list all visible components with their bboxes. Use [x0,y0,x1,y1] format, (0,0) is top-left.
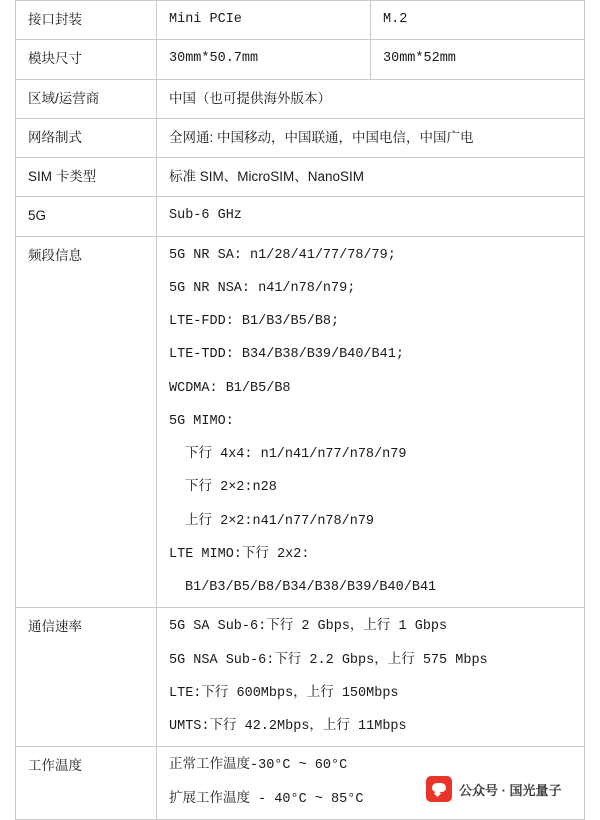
value-line: WCDMA: B1/B5/B8 [169,380,291,396]
value-line: LTE MIMO:下行 2x2: [169,546,310,562]
row-label: 工作温度 [16,747,157,820]
watermark-label: 公众号 · 国光量子 [459,782,562,798]
table-row [16,197,585,236]
row-value: Mini PCIe [157,1,371,40]
table-row [16,40,585,79]
row-value: 标准 SIM、MicroSIM、NanoSIM [157,158,585,197]
row-label: 区域/运营商 [16,79,157,118]
wechat-logo-icon [426,776,452,802]
table-row [16,1,585,40]
value-line: 下行 4x4: n1/n41/n77/n78/n79 [185,447,407,462]
value-line: LTE-TDD: B34/B38/B39/B40/B41; [169,347,404,363]
table-row [16,118,585,157]
row-label: 通信速率 [16,608,157,747]
table-row [16,158,585,197]
row-label: 模块尺寸 [16,40,157,79]
table-row [16,79,585,118]
row-label: 5G [16,197,157,236]
value-line: 下行 2×2:n28 [185,480,277,496]
watermark [420,772,568,806]
value-line: 5G MIMO: [169,413,234,429]
value-line: 5G NR NSA: n41/n78/n79; [169,280,356,296]
table-row [16,236,585,608]
row-value: 全网通: 中国移动，中国联通，中国电信，中国广电 [157,118,585,157]
row-value: Sub-6 GHz [157,197,585,236]
value-line: UMTS:下行 42.2Mbps，上行 11Mbps [169,719,407,734]
row-value: 30mm*50.7mm [157,40,371,79]
row-value: 中国（也可提供海外版本） [157,79,585,118]
row-value-multiline [157,236,585,608]
value-line: 5G SA Sub-6:下行 2 Gbps，上行 1 Gbps [169,619,448,635]
value-line: LTE-FDD: B1/B3/B5/B8; [169,314,340,329]
value-line: B1/B3/B5/B8/B34/B38/B39/B40/B41 [185,580,437,595]
value-line: 正常工作温度-30°C ~ 60°C [169,758,348,774]
row-label: SIM 卡类型 [16,158,157,197]
row-value-multiline [157,608,585,747]
row-label: 网络制式 [16,118,157,157]
row-value-secondary: M.2 [371,1,585,40]
value-line: 5G NR SA: n1/28/41/77/78/79; [169,247,396,263]
specification-table [15,0,585,820]
row-value-secondary: 30mm*52mm [371,40,585,79]
value-line: LTE:下行 600Mbps，上行 150Mbps [169,685,399,701]
value-line: 上行 2×2:n41/n77/n78/n79 [185,513,375,529]
table-row [16,608,585,747]
row-label: 频段信息 [16,236,157,608]
row-label: 接口封装 [16,1,157,40]
value-line: 扩展工作温度 - 40°C ~ 85°C [169,791,364,807]
value-line: 5G NSA Sub-6:下行 2.2 Gbps，上行 575 Mbps [169,652,488,668]
